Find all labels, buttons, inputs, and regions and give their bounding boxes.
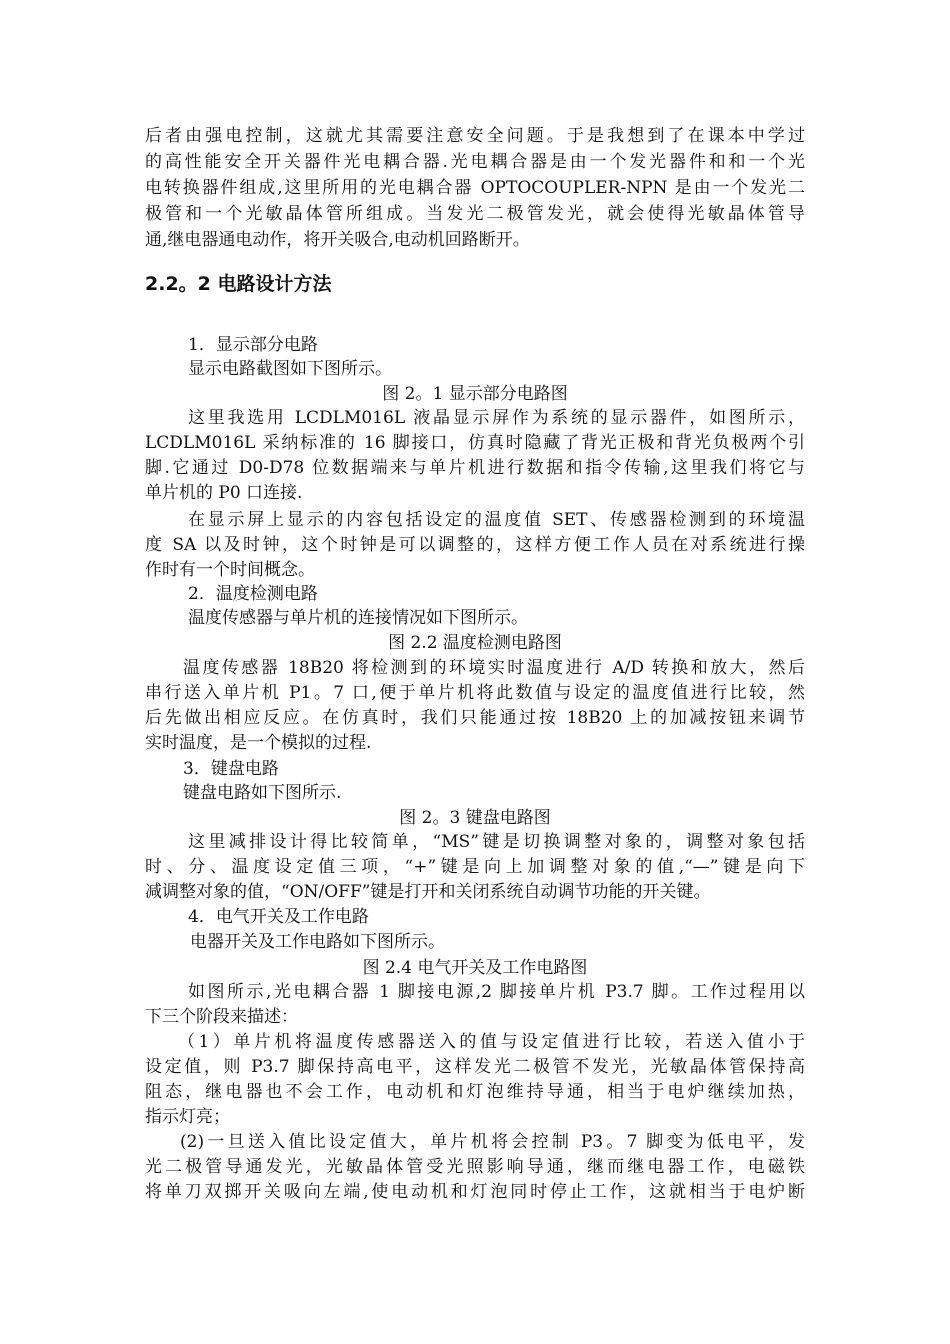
s4-intro: 电器开关及工作电路如下图所示。 bbox=[190, 932, 445, 952]
intro-line-3: 电转换器件组成,这里所用的光电耦合器 OPTOCOUPLER-NPN 是由一个发光二 bbox=[145, 178, 805, 198]
s1-p1-line-3: 脚.它通过 D0-D78 位数据端来与单片机进行数据和指令传输,这里我们将它与 bbox=[145, 458, 805, 478]
s2-p1-line-1: 温度传感器 18B20 将检测到的环境实时温度进行 A/D 转换和放大，然后 bbox=[183, 658, 805, 678]
intro-line-4: 极管和一个光敏晶体管所组成。当发光二极管发光，就会使得光敏晶体管导 bbox=[145, 204, 805, 224]
intro-line-5: 通,继电器通电动作，将开关吸合,电动机回路断开。 bbox=[145, 230, 530, 250]
s1-p2-line-2: 度 SA 以及时钟，这个时钟是可以调整的，这样方便工作人员在对系统进行操 bbox=[145, 535, 805, 555]
section-heading: 2.2。2 电路设计方法 bbox=[145, 273, 332, 295]
intro-line-1: 后者由强电控制，这就尤其需要注意安全问题。于是我想到了在课本中学过 bbox=[145, 126, 805, 146]
s4-p2-line-3: 阻态，继电器也不会工作，电动机和灯泡维持导通，相当于电炉继续加热， bbox=[145, 1082, 805, 1102]
s3-p1-line-1: 这里减排设计得比较简单，“MS”键是切换调整对象的，调整对象包括 bbox=[188, 832, 805, 852]
s3-p1-line-2: 时、分、温度设定值三项，“+”键是向上加调整对象的值,“—”键是向下 bbox=[145, 857, 805, 877]
s2-p1-line-3: 后先做出相应反应。在仿真时，我们只能通过按 18B20 上的加减按钮来调节 bbox=[145, 708, 805, 728]
s4-p2-line-1: （1）单片机将温度传感器送入的值与设定值进行比较，若送入值小于 bbox=[178, 1032, 805, 1052]
s2-p1-line-4: 实时温度，是一个模拟的过程. bbox=[145, 733, 372, 753]
s3-title: 3．键盘电路 bbox=[183, 759, 279, 779]
s1-intro: 显示电路截图如下图所示。 bbox=[188, 359, 392, 379]
s1-p2-line-1: 在显示屏上显示的内容包括设定的温度值 SET、传感器检测到的环境温 bbox=[188, 510, 805, 530]
s4-p3-line-1: (2)一旦送入值比设定值大，单片机将会控制 P3。7 脚变为低电平，发 bbox=[180, 1132, 805, 1152]
s4-p2-line-2: 设定值，则 P3.7 脚保持高电平，这样发光二极管不发光，光敏晶体管保持高 bbox=[145, 1057, 805, 1077]
s4-caption: 图 2.4 电气开关及工作电路图 bbox=[362, 958, 588, 978]
s2-caption: 图 2.2 温度检测电路图 bbox=[388, 633, 562, 653]
s4-p2-line-4: 指示灯亮； bbox=[145, 1107, 230, 1127]
s2-p1-line-2: 串行送入单片机 P1。7 口,便于单片机将此数值与设定的温度值进行比较，然 bbox=[145, 683, 805, 703]
s1-caption: 图 2。1 显示部分电路图 bbox=[382, 384, 568, 404]
s4-p3-line-3: 将单刀双掷开关吸向左端,使电动机和灯泡同时停止工作，这就相当于电炉断 bbox=[145, 1182, 805, 1202]
s1-p1-line-2: LCDLM016L 采纳标准的 16 脚接口，仿真时隐藏了背光正极和背光负极两个引 bbox=[145, 433, 805, 453]
s1-p2-line-3: 作时有一个时间概念。 bbox=[145, 560, 315, 580]
s2-intro: 温度传感器与单片机的连接情况如下图所示。 bbox=[188, 608, 528, 628]
intro-line-2: 的高性能安全开关器件光电耦合器.光电耦合器是由一个发光器件和和一个光 bbox=[145, 152, 805, 172]
s1-p1-line-4: 单片机的 P0 口连接. bbox=[145, 483, 303, 503]
s4-p1-line-2: 下三个阶段来描述： bbox=[145, 1007, 298, 1027]
s1-title: 1．显示部分电路 bbox=[188, 335, 318, 355]
s2-title: 2．温度检测电路 bbox=[188, 584, 318, 604]
s3-caption: 图 2。3 键盘电路图 bbox=[399, 808, 551, 828]
s4-title: 4．电气开关及工作电路 bbox=[188, 907, 369, 927]
s3-intro: 键盘电路如下图所示. bbox=[183, 783, 342, 803]
s3-p1-line-3: 减调整对象的值，“ON/OFF”键是打开和关闭系统自动调节功能的开关键。 bbox=[145, 882, 711, 902]
s4-p1-line-1: 如图所示,光电耦合器 1 脚接电源,2 脚接单片机 P3.7 脚。工作过程用以 bbox=[188, 982, 805, 1002]
s4-p3-line-2: 光二极管导通发光，光敏晶体管受光照影响导通，继而继电器工作，电磁铁 bbox=[145, 1157, 805, 1177]
s1-p1-line-1: 这里我选用 LCDLM016L 液晶显示屏作为系统的显示器件，如图所示， bbox=[188, 408, 805, 428]
